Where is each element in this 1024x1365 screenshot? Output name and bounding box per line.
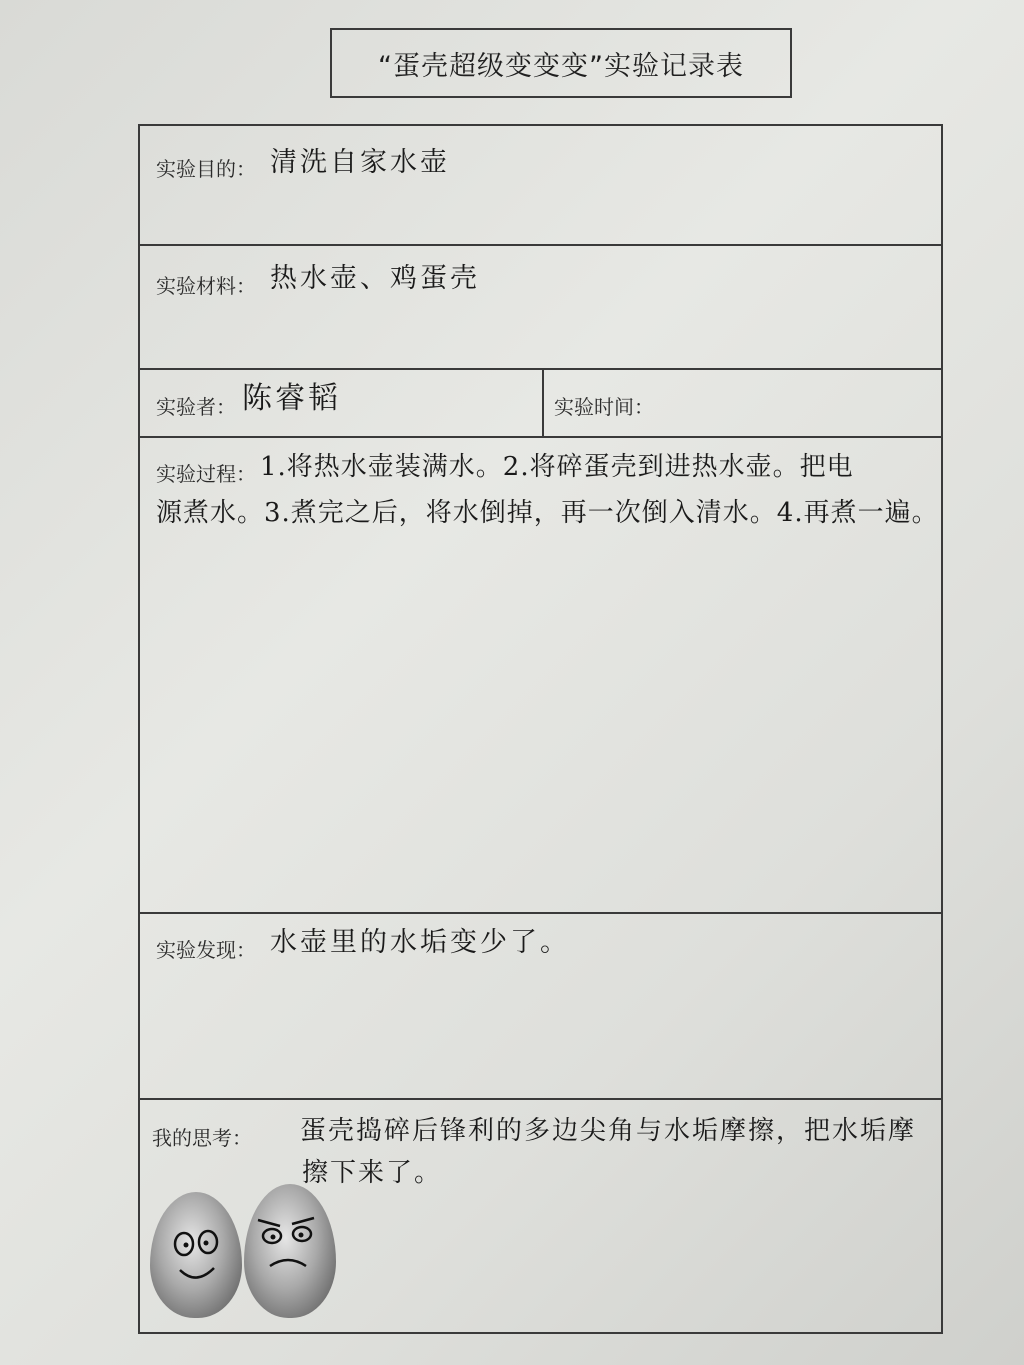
thinking-label: 我的思考： [152, 1126, 252, 1150]
experimenter-label: 实验者： [156, 395, 236, 419]
row-divider [542, 370, 544, 436]
happy-face-icon [150, 1192, 242, 1318]
materials-value: 热水壶、鸡蛋壳 [270, 263, 480, 294]
materials-row [140, 246, 941, 370]
time-label: 实验时间： [554, 395, 654, 419]
experimenter-value: 陈睿韬 [242, 381, 341, 416]
grumpy-egg-icon [244, 1184, 336, 1318]
form-title: “蛋壳超级变变变”实验记录表 [330, 28, 792, 98]
purpose-row [140, 126, 941, 246]
record-form [138, 124, 943, 1334]
thinking-line-2: 擦下来了。 [302, 1158, 443, 1188]
grumpy-face-icon [244, 1184, 336, 1318]
process-line-1: 1.将热水壶装满水。2.将碎蛋壳到进热水壶。把电 [260, 452, 854, 482]
purpose-value: 清洗自家水壶 [270, 147, 450, 178]
experimenter-row [140, 370, 941, 438]
happy-egg-icon [150, 1192, 242, 1318]
purpose-label: 实验目的： [156, 157, 256, 181]
finding-value: 水壶里的水垢变少了。 [270, 927, 570, 958]
process-row [140, 438, 941, 914]
finding-row [140, 914, 941, 1100]
finding-label: 实验发现： [156, 938, 256, 962]
process-line-2: 源煮水。3.煮完之后，将水倒掉，再一次倒入清水。4.再煮一遍。 [156, 498, 939, 528]
thinking-line-1: 蛋壳捣碎后锋利的多边尖角与水垢摩擦，把水垢摩 [300, 1116, 917, 1146]
process-label: 实验过程： [156, 462, 256, 486]
materials-label: 实验材料： [156, 274, 256, 298]
egg-faces-icon [150, 1184, 340, 1324]
thinking-row [140, 1100, 941, 1332]
